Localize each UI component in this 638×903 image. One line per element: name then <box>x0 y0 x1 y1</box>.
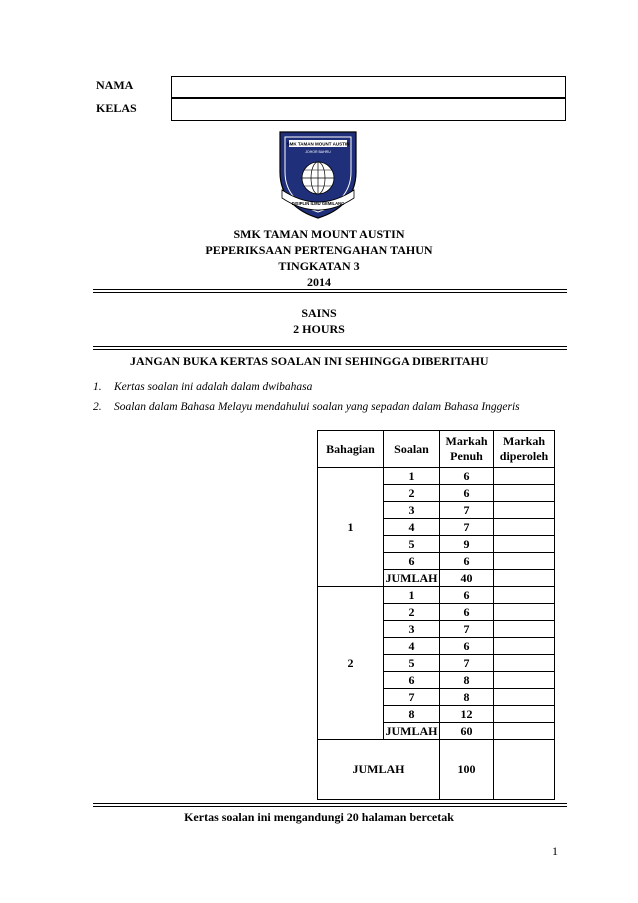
svg-text:DISIPLIN ILMU GEMILANG: DISIPLIN ILMU GEMILANG <box>291 201 345 206</box>
exam-year: 2014 <box>307 275 331 289</box>
name-label: NAMA <box>96 78 134 92</box>
section-total: 40 <box>440 570 494 587</box>
footer-page-count: Kertas soalan ini mengandungi 20 halaman bercetak <box>184 810 454 824</box>
question-number: 5 <box>384 655 440 672</box>
question-number: 1 <box>384 468 440 485</box>
marks-obtained-cell[interactable] <box>494 706 555 723</box>
class-field[interactable] <box>171 98 566 121</box>
question-number: 6 <box>384 672 440 689</box>
instruction-number: 1. <box>93 381 102 393</box>
marks-obtained-cell[interactable] <box>494 519 555 536</box>
full-marks: 6 <box>440 604 494 621</box>
marks-obtained-cell[interactable] <box>494 502 555 519</box>
grand-total-obtained-cell[interactable] <box>494 740 555 800</box>
svg-text:SMK TAMAN MOUNT AUSTIN: SMK TAMAN MOUNT AUSTIN <box>286 141 350 147</box>
form-level: TINGKATAN 3 <box>278 259 360 273</box>
marks-obtained-cell[interactable] <box>494 638 555 655</box>
full-marks: 7 <box>440 519 494 536</box>
header-question: Soalan <box>384 431 440 468</box>
marks-obtained-cell[interactable] <box>494 621 555 638</box>
question-number: 2 <box>384 485 440 502</box>
marks-obtained-cell[interactable] <box>494 485 555 502</box>
full-marks: 6 <box>440 553 494 570</box>
exam-title: PEPERIKSAAN PERTENGAHAN TAHUN <box>205 243 433 257</box>
crest-icon <box>276 128 360 220</box>
marks-obtained-cell[interactable] <box>494 570 555 587</box>
section-1-label: 1 <box>318 468 384 587</box>
question-number: 4 <box>384 519 440 536</box>
instruction-1 <box>93 381 312 393</box>
instruction-text: Soalan dalam Bahasa Melayu mendahului soalan yang sepadan dalam Bahasa Inggeris <box>114 401 520 413</box>
section-total-label: JUMLAH <box>385 570 438 585</box>
grand-total: 100 <box>440 740 494 800</box>
header-section: Bahagian <box>318 431 384 468</box>
section-total-label: JUMLAH <box>385 723 438 738</box>
question-number: 3 <box>384 621 440 638</box>
question-number: 7 <box>384 689 440 706</box>
full-marks: 6 <box>440 587 494 604</box>
warning-text: JANGAN BUKA KERTAS SOALAN INI SEHINGGA DIBERITAHU <box>130 354 489 368</box>
section-2-label: 2 <box>318 587 384 740</box>
full-marks: 8 <box>440 689 494 706</box>
question-number: 5 <box>384 536 440 553</box>
header-marks-obtained: Markah diperoleh <box>494 431 555 468</box>
full-marks: 8 <box>440 672 494 689</box>
marks-obtained-cell[interactable] <box>494 672 555 689</box>
marks-obtained-cell[interactable] <box>494 553 555 570</box>
subject-title: SAINS <box>301 306 337 320</box>
instruction-2 <box>93 401 520 413</box>
question-number: 6 <box>384 553 440 570</box>
section-total: 60 <box>440 723 494 740</box>
header-full-marks: Markah Penuh <box>440 431 494 468</box>
full-marks: 6 <box>440 485 494 502</box>
question-number: 4 <box>384 638 440 655</box>
grand-total-label: JUMLAH <box>318 740 440 800</box>
full-marks: 12 <box>440 706 494 723</box>
full-marks: 7 <box>440 655 494 672</box>
svg-text:JOHOR BAHRU: JOHOR BAHRU <box>305 150 331 154</box>
page-number: 1 <box>552 844 558 858</box>
name-field[interactable] <box>171 76 566 98</box>
question-number: 1 <box>384 587 440 604</box>
instruction-text: Kertas soalan ini adalah dalam dwibahasa <box>114 381 313 393</box>
school-name: SMK TAMAN MOUNT AUSTIN <box>233 227 405 241</box>
full-marks: 6 <box>440 638 494 655</box>
marks-obtained-cell[interactable] <box>494 536 555 553</box>
marks-obtained-cell[interactable] <box>494 689 555 706</box>
full-marks: 7 <box>440 621 494 638</box>
full-marks: 7 <box>440 502 494 519</box>
divider-top <box>93 289 567 293</box>
marks-obtained-cell[interactable] <box>494 604 555 621</box>
question-number: 2 <box>384 604 440 621</box>
divider-bottom <box>93 803 567 807</box>
marks-obtained-cell[interactable] <box>494 468 555 485</box>
marks-obtained-cell[interactable] <box>494 723 555 740</box>
full-marks: 6 <box>440 468 494 485</box>
marks-table <box>317 430 555 800</box>
instruction-number: 2. <box>93 401 102 413</box>
school-crest-logo <box>276 128 360 220</box>
full-marks: 9 <box>440 536 494 553</box>
divider-middle <box>93 346 567 350</box>
exam-duration: 2 HOURS <box>293 322 345 336</box>
marks-obtained-cell[interactable] <box>494 587 555 604</box>
class-label: KELAS <box>96 101 137 115</box>
marks-obtained-cell[interactable] <box>494 655 555 672</box>
question-number: 3 <box>384 502 440 519</box>
question-number: 8 <box>384 706 440 723</box>
